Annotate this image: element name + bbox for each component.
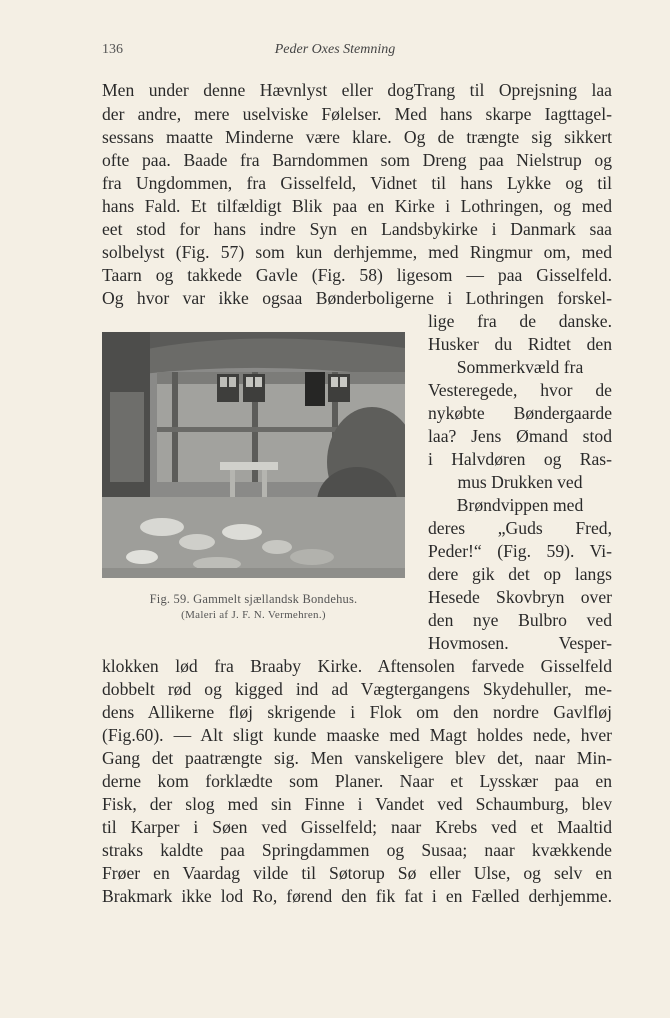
- body-line: ofte paa. Baade fra Barndommen som Dreng paa Nielstrup og: [102, 150, 612, 170]
- column-line: Vesteregede, hvor de: [428, 380, 612, 400]
- body-line: der andre, mere uselviske Følelser. Med hans skarpe Iagttagel-: [102, 104, 612, 124]
- column-line: dere gik det op langs: [428, 564, 612, 584]
- column-line: mus Drukken ved: [457, 472, 583, 492]
- body-line: Brakmark ikke lod Ro, førend den fik fat i en Fælled derhjemme.: [102, 886, 612, 906]
- column-line: Husker du Ridtet den: [428, 334, 612, 354]
- figure-credit: (Maleri af J. F. N. Vermehren.): [181, 609, 326, 621]
- running-title: Peder Oxes Stemning: [274, 42, 396, 57]
- body-line: Gang det paatrængte sig. Men vanskeligere blev det, naar Min-: [102, 748, 612, 768]
- body-line: Taarn og takkede Gavle (Fig. 58) ligesom — paa Gisselfeld.: [102, 265, 612, 285]
- column-line: nykøbte Bøndergaarde: [428, 403, 612, 423]
- body-line: derne kom forklædte som Planer. Naar et Lysskær paa en: [102, 771, 612, 791]
- body-line: straks kaldte paa Springdammen og Susaa; naar kvækkende: [102, 840, 612, 860]
- figure-caption: Fig. 59. Gammelt sjællandsk Bondehus.: [149, 592, 358, 606]
- body-line: sessans maatte Minderne være klare. Og de trængte sig sikkert: [102, 127, 612, 147]
- column-line: i Halvdøren og Ras-: [428, 449, 612, 469]
- column-line: deres „Guds Fred,: [428, 518, 612, 538]
- body-line: solbelyst (Fig. 57) som kun derhjemme, med Ringmur om, med: [102, 242, 612, 262]
- body-line: hans Fald. Et tilfældigt Blik paa en Kirke i Lothringen, og med: [102, 196, 612, 216]
- column-line: Brøndvippen med: [456, 495, 584, 515]
- body-line: Og hvor var ikke ogsaa Bønderboligerne i Lothringen forskel-: [102, 288, 612, 308]
- body-line: eet stod for hans indre Syn en Landsbykirke i Danmark saa: [102, 219, 612, 239]
- column-line: laa? Jens Ømand stod: [428, 426, 612, 446]
- column-line: Sommerkvæld fra: [456, 357, 584, 377]
- body-line: Men under denne Hævnlyst eller dogTrang til Oprejsning laa: [102, 80, 612, 100]
- column-line: Hesede Skovbryn over: [428, 587, 612, 607]
- body-line: (Fig.60). — Alt sligt kunde maaske med Magt holdes nede, hver: [102, 725, 612, 745]
- body-line: klokken lød fra Braaby Kirke. Aftensolen farvede Gisselfeld: [102, 656, 612, 676]
- body-line: til Karper i Søen ved Gisselfeld; naar Krebs ved et Maaltid: [102, 817, 612, 837]
- column-line: den nye Bulbro ved: [428, 610, 612, 630]
- column-line: Peder!“ (Fig. 59). Vi-: [428, 541, 612, 561]
- body-line: fra Ungdommen, fra Gisselfeld, Vidnet til hans Lykke og til: [102, 173, 612, 193]
- body-line: Frøer en Vaardag vilde til Søtorup Sø eller Ulse, og selv en: [102, 863, 612, 883]
- body-line: dens Allikerne fløj skrigende i Flok om den nordre Gavlfløj: [102, 702, 612, 722]
- farmhouse-painting-image: [102, 332, 405, 578]
- column-line: lige fra de danske.: [428, 311, 612, 331]
- column-line: Hovmosen. Vesper-: [428, 633, 612, 653]
- body-line: dobbelt rød og kigged ind ad Vægtergangens Skydehuller, me-: [102, 679, 612, 699]
- body-line: Fisk, der slog med sin Finne i Vandet ved Schaumburg, blev: [102, 794, 612, 814]
- page-number: 136: [102, 42, 123, 57]
